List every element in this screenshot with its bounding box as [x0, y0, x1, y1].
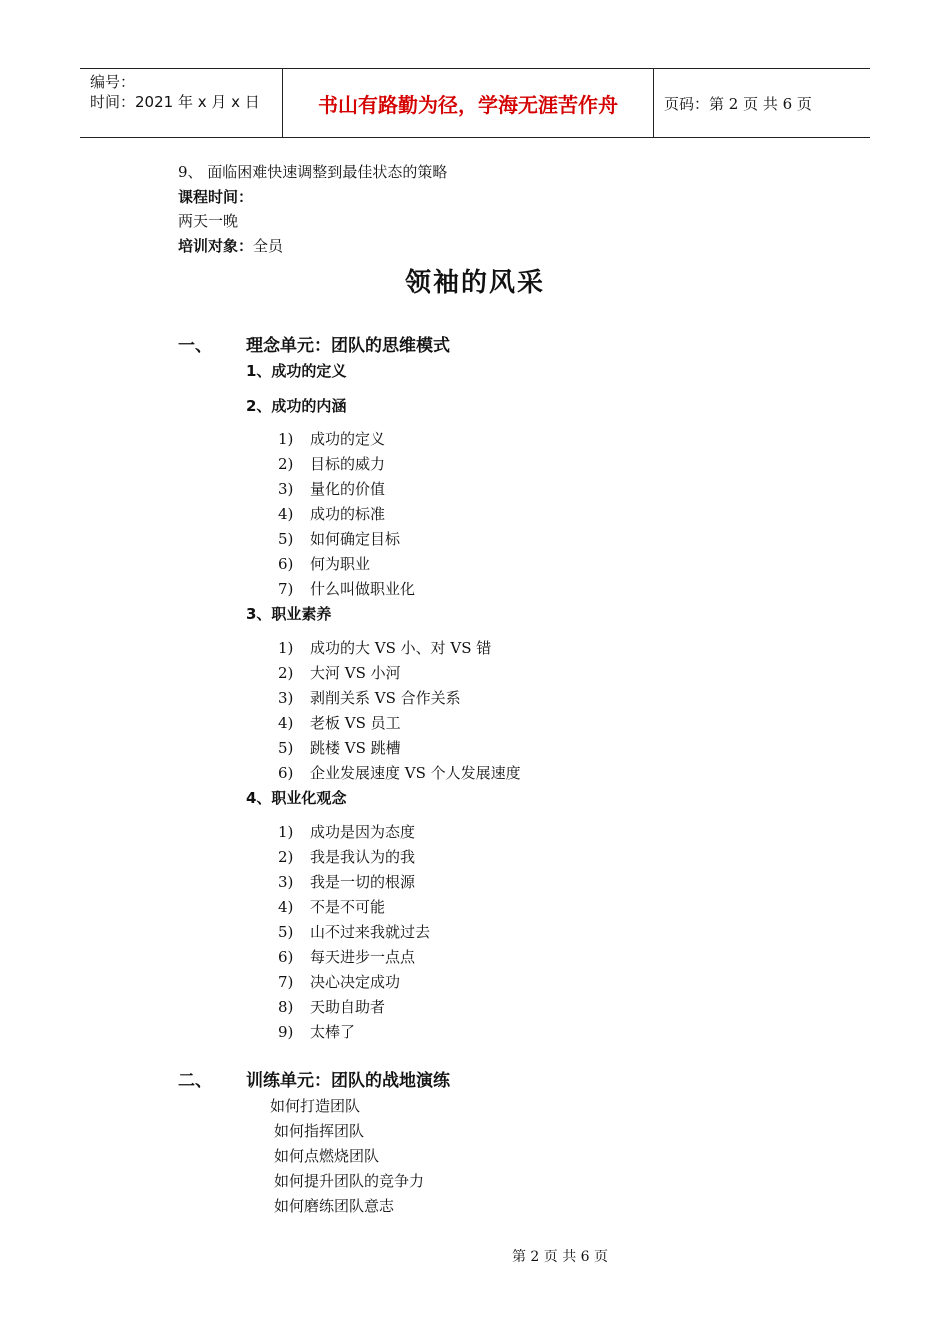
- section1-sub1: 1、成功的定义: [246, 362, 347, 380]
- list-item: [278, 738, 401, 758]
- list-item: [278, 454, 385, 474]
- list-item: [278, 504, 385, 524]
- list-item-text: 跳楼 VS 跳槽: [310, 739, 401, 757]
- list-item-number: 7): [278, 973, 294, 991]
- page-footer: 第 2 页 共 6 页: [511, 1249, 609, 1265]
- list-item: [278, 479, 385, 499]
- target-label: 培训对象：: [178, 237, 254, 255]
- list-item: [278, 1022, 355, 1042]
- section2-item: 如何点燃烧团队: [274, 1147, 380, 1165]
- list-item: [278, 947, 415, 967]
- list-item-number: 1): [278, 823, 294, 841]
- section1-heading: 理念单元：团队的思维模式: [246, 336, 450, 356]
- list-item-text: 成功的定义: [310, 430, 386, 448]
- header-motto: 书山有路勤为径，学海无涯苦作舟: [282, 69, 654, 137]
- section2-item: 如何磨练团队意志: [274, 1197, 395, 1215]
- list-item-text: 老板 VS 员工: [310, 714, 401, 732]
- list-item-text: 什么叫做职业化: [310, 580, 416, 598]
- list-item-number: 4): [278, 714, 294, 732]
- list-item: [278, 429, 385, 449]
- section2-item: 如何提升团队的竞争力: [274, 1172, 425, 1190]
- list-item-text: 决心决定成功: [310, 973, 401, 991]
- list-item-number: 6): [278, 764, 294, 782]
- list-item-text: 如何确定目标: [310, 530, 401, 548]
- section1-sub4: 4、职业化观念: [246, 789, 347, 807]
- section1-sub3: 3、职业素养: [246, 605, 332, 623]
- list-item-number: 4): [278, 898, 294, 916]
- list-item: [278, 922, 430, 942]
- list-item: [278, 847, 415, 867]
- list-item: [278, 529, 400, 549]
- list-item: [278, 872, 415, 892]
- list-item-number: 2): [278, 455, 294, 473]
- list-item-number: 4): [278, 505, 294, 523]
- section2-item: 如何指挥团队: [274, 1122, 365, 1140]
- intro-item-9: 9、 面临困难快速调整到最佳状态的策略: [178, 163, 448, 181]
- list-item-text: 成功的标准: [310, 505, 386, 523]
- list-item: [278, 897, 385, 917]
- header-info: [80, 69, 282, 137]
- target-line: [178, 236, 283, 256]
- list-item: [278, 763, 521, 783]
- section2-index: 二、: [178, 1071, 212, 1091]
- list-item-text: 成功是因为态度: [310, 823, 416, 841]
- list-item: [278, 713, 401, 733]
- list-item-text: 大河 VS 小河: [310, 664, 401, 682]
- list-item: [278, 579, 415, 599]
- list-item-number: 8): [278, 998, 294, 1016]
- section1-index: 一、: [178, 336, 212, 356]
- list-item-number: 5): [278, 923, 294, 941]
- section2-item: 如何打造团队: [270, 1097, 361, 1115]
- list-item-number: 1): [278, 430, 294, 448]
- list-item-number: 6): [278, 948, 294, 966]
- course-time-label: 课程时间：: [178, 188, 254, 206]
- section1-sub2: 2、成功的内涵: [246, 397, 347, 415]
- list-item-text: 企业发展速度 VS 个人发展速度: [310, 764, 521, 782]
- section2-heading: 训练单元：团队的战地演练: [246, 1071, 450, 1091]
- list-item-number: 6): [278, 555, 294, 573]
- list-item-text: 目标的威力: [310, 455, 386, 473]
- list-item-number: 3): [278, 873, 294, 891]
- list-item-number: 5): [278, 739, 294, 757]
- list-item: [278, 822, 415, 842]
- list-item-text: 成功的大 VS 小、对 VS 错: [310, 639, 492, 657]
- target-value: 全员: [253, 237, 284, 255]
- list-item-number: 9): [278, 1023, 294, 1041]
- list-item-number: 1): [278, 639, 294, 657]
- list-item-number: 3): [278, 689, 294, 707]
- list-item-text: 每天进步一点点: [310, 948, 416, 966]
- list-item: [278, 688, 461, 708]
- list-item-text: 何为职业: [310, 555, 371, 573]
- page-header: [80, 68, 870, 138]
- list-item: [278, 972, 400, 992]
- list-item: [278, 997, 385, 1017]
- list-item-text: 太棒了: [310, 1023, 356, 1041]
- list-item-number: 7): [278, 580, 294, 598]
- list-item-text: 我是我认为的我: [310, 848, 416, 866]
- list-item-text: 不是不可能: [310, 898, 386, 916]
- list-item-number: 5): [278, 530, 294, 548]
- list-item-text: 量化的价值: [310, 480, 386, 498]
- list-item-number: 3): [278, 480, 294, 498]
- list-item: [278, 554, 370, 574]
- list-item: [278, 663, 401, 683]
- list-item: [278, 638, 491, 658]
- number-label: 编号：: [90, 73, 136, 91]
- list-item-number: 2): [278, 848, 294, 866]
- document-title: 领袖的风采: [404, 268, 545, 298]
- list-item-text: 剥削关系 VS 合作关系: [310, 689, 461, 707]
- list-item-text: 我是一切的根源: [310, 873, 416, 891]
- list-item-text: 山不过来我就过去: [310, 923, 431, 941]
- course-time-value: 两天一晚: [178, 212, 239, 230]
- list-item-number: 2): [278, 664, 294, 682]
- list-item-text: 天助自助者: [310, 998, 386, 1016]
- header-page-label: 页码：第 2 页 共 6 页: [664, 94, 812, 113]
- time-label: 时间：2021 年 x 月 x 日: [90, 93, 260, 111]
